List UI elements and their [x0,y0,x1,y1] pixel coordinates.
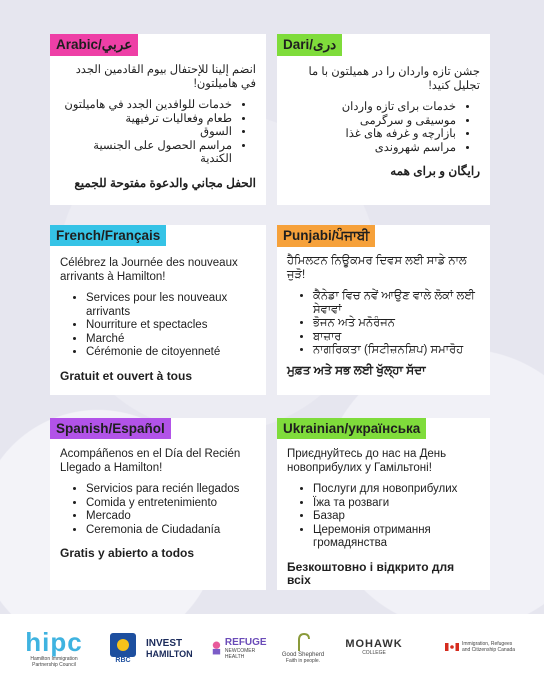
list-item: • خدمات برای تازه واردان [287,101,456,115]
arabic-body [60,64,256,190]
invest-line1: INVEST [146,637,183,649]
spanish-closing: Gratis y abierto a todos [60,546,195,560]
list-item: • Comida y entretenimiento [86,497,256,511]
french-closing: Gratuit et ouvert à tous [60,368,193,383]
spanish-intro: Acompáñenos en el Día del Recién Llegado a Hamilton! [60,448,241,474]
list-item: • Services pour les nouveaux arrivants [86,292,256,319]
hipc-wordmark: hipc [25,627,83,657]
good-shepherd-line2: Faith in people. [285,658,321,664]
french-tag: French/Français [50,225,166,246]
mohawk-subtitle: COLLEGE [362,650,386,656]
dari-list [287,101,480,155]
good-shepherd-logo [278,626,328,670]
dari-intro: جشن تازه واردان را در همیلتون با ما تجلیل کنید! [308,66,480,92]
list-item: • موسیقی و سرگرمی [287,115,456,129]
dari-body [287,66,480,179]
canada-flag-icon [445,643,459,651]
french-body [60,257,256,383]
arabic-tag: Arabic/عربي [50,34,138,56]
list-item: • Їжа та розваги [313,497,480,511]
card-dari [277,34,490,205]
list-item: • ਕੈਨੇਡਾ ਵਿਚ ਨਵੇਂ ਆਉਣ ਵਾਲੇ ਲੋਕਾਂ ਲਈ ਸੇਵਾਵਾਂ [313,290,480,317]
shepherd-crook-icon [294,632,312,652]
spanish-body [60,448,256,561]
mohawk-logo [336,632,412,662]
punjabi-tag: Punjabi/ਪੰਜਾਬੀ [277,225,375,247]
refuge-logo [210,630,272,666]
ukrainian-closing: Безкоштовно і відкрито для всіх [287,559,455,587]
list-item: • ਨਾਗਰਿਕਤਾ (ਸਿਟੀਜ਼ਨਸ਼ਿਪ) ਸਮਾਰੋਹ [313,344,480,358]
french-intro: Célébrez la Journée des nouveaux arrivants à Hamilton! [60,257,238,283]
card-ukrainian [277,418,490,590]
list-item: • Послуги для новоприбулих [313,483,480,497]
list-item: • ਬਾਜ਼ਾਰ [313,331,480,345]
ukrainian-tag: Ukrainian/українська [277,418,426,439]
ukrainian-body [287,448,480,588]
arabic-list [60,99,256,167]
punjabi-intro: ਹੈਮਿਲਟਨ ਨਿਊਕਮਰ ਦਿਵਸ ਲਈ ਸਾਡੇ ਨਾਲ ਜੁੜੋ! [287,255,467,281]
rbc-wordmark: RBC [115,656,131,664]
card-french [50,225,266,395]
refuge-wordmark: REFUGE [224,636,267,648]
punjabi-body [287,255,480,377]
arabic-intro: انضم إلينا للإحتفال بيوم القادمين الجدد في هاميلتون! [75,64,256,90]
list-item: • مراسم شهروندی [287,142,456,156]
punjabi-list [287,290,480,358]
rbc-logo [108,628,138,668]
card-spanish [50,418,266,590]
refuge-icon [210,640,223,656]
spanish-tag: Spanish/Español [50,418,171,439]
ukrainian-list [287,483,480,551]
hipc-logo [10,622,98,674]
list-item: • Ceremonia de Ciudadanía [86,524,256,538]
ircc-logo [430,632,530,662]
dari-tag: Dari/دری [277,34,342,56]
list-item: • السوق [60,126,232,140]
french-list [60,292,256,360]
list-item: • Mercado [86,510,256,524]
mohawk-wordmark: MOHAWK [345,638,403,650]
card-punjabi [277,225,490,395]
rbc-shield-icon [110,633,136,657]
sponsor-footer [0,614,544,680]
good-shepherd-line1: Good Shepherd [281,652,325,658]
list-item: • Базар [313,510,480,524]
hipc-line1: Hamilton Immigration [30,656,78,662]
list-item: • خدمات للوافدين الجدد في هاميلتون [60,99,232,113]
list-item: • ਭੋਜਨ ਅਤੇ ਮਨੋਰੰਜਨ [313,317,480,331]
list-item: • Servicios para recién llegados [86,483,256,497]
card-arabic [50,34,266,205]
arabic-closing: الحفل مجاني والدعوة مفتوحة للجميع [74,175,256,190]
ircc-line1: Immigration, Refugees [461,641,513,647]
ukrainian-intro: Приєднуйтесь до нас на День новоприбулих у Гамільтоні! [287,448,447,474]
ircc-line2: and Citizenship Canada [461,647,516,653]
hipc-line2: Partnership Council [32,662,76,668]
spanish-list [60,483,256,537]
list-item: • Cérémonie de citoyenneté [86,346,256,360]
list-item: • Nourriture et spectacles [86,319,256,333]
invest-line2: HAMILTON [146,648,193,659]
list-item: • مراسم الحصول على الجنسية الكندية [60,140,232,167]
list-item: • Церемонія отримання громадянства [313,524,480,551]
list-item: • Marché [86,333,256,347]
list-item: • بازارچه و غرفه های غذا [287,128,456,142]
invest-hamilton-logo [146,630,202,666]
list-item: • طعام وفعاليات ترفيهية [60,113,232,127]
dari-closing: رایگان و برای همه [390,164,480,178]
punjabi-closing: ਮੁਫ਼ਤ ਅਤੇ ਸਭ ਲਈ ਖੁੱਲ੍ਹਾ ਸੱਦਾ [287,362,426,377]
refuge-subtitle: NEWCOMER HEALTH [224,647,256,660]
